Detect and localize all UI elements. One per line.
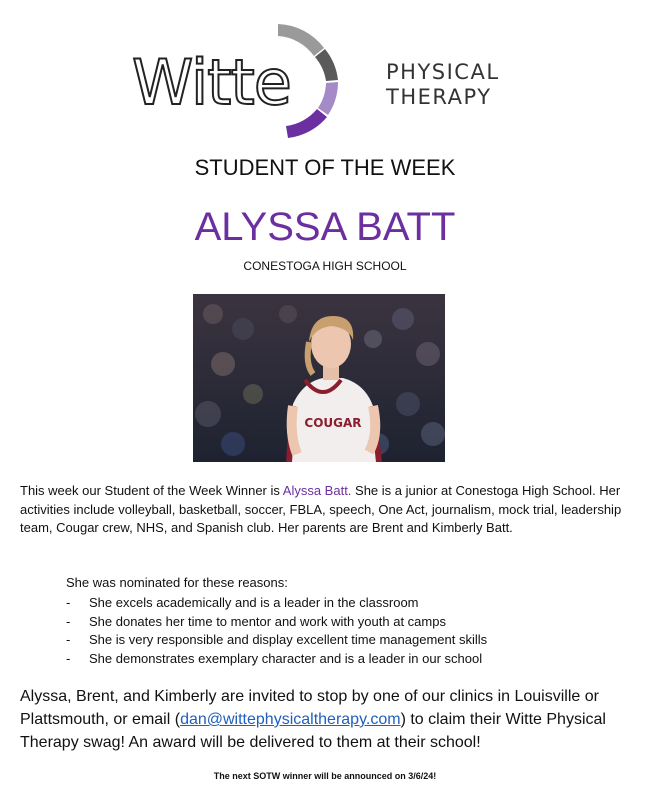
student-name: ALYSSA BATT xyxy=(194,205,456,249)
logo-arc-icon xyxy=(128,18,368,140)
intro-text-before: This week our Student of the Week Winner is xyxy=(20,483,283,498)
page-heading: STUDENT OF THE WEEK xyxy=(194,155,456,180)
basketball-player-photo-icon xyxy=(193,294,445,462)
reason-text: She donates her time to mentor and work with youth at camps xyxy=(89,613,446,629)
closing-text-before: Alyssa, Brent, and Kimberly are invited to stop by one of our clinics in Louisville or Plattsmouth, or email ( xyxy=(20,688,599,728)
intro-paragraph xyxy=(20,482,626,538)
logo-wordmark: Witte xyxy=(132,46,291,119)
intro-text-after: She is a junior at Conestoga High School. Her activities include volleyball, basketball, soccer, FBLA, speech, One Act, journalism, mock trial, leadership team, Cougar crew, NHS, and Spanish club. Her parents are Brent and Kimberly Batt. xyxy=(20,483,622,535)
bullet-dash: - xyxy=(66,595,71,610)
student-photo xyxy=(193,294,445,462)
logo-subtitle xyxy=(386,60,500,110)
closing-text-after: ) to claim their Witte Physical Therapy swag! An award will be delivered to them at their school! xyxy=(20,711,606,751)
list-item xyxy=(66,650,487,669)
list-item xyxy=(66,613,487,632)
reason-text: She excels academically and is a leader in the classroom xyxy=(89,595,419,610)
reason-text: She demonstrates exemplary character and is a leader in our school xyxy=(89,650,483,666)
bullet-dash: - xyxy=(66,613,71,629)
reason-text: She is very responsible and display excellent time management skills xyxy=(89,632,488,647)
jersey-text: COUGAR xyxy=(304,416,362,430)
bullet-dash: - xyxy=(66,632,71,647)
closing-paragraph xyxy=(20,685,640,754)
list-item xyxy=(66,631,487,650)
email-link[interactable]: dan@wittephysicaltherapy.com xyxy=(180,711,401,728)
logo-subtitle-line2: THERAPY xyxy=(386,85,492,109)
list-item xyxy=(66,594,487,613)
footer-note: The next SOTW winner will be announced on 3/6/24! xyxy=(213,771,437,781)
reasons-heading: She was nominated for these reasons: xyxy=(66,575,288,590)
intro-student-name: Alyssa Batt. xyxy=(282,483,352,498)
witte-logo xyxy=(128,18,518,140)
reasons-list xyxy=(66,594,487,668)
logo-subtitle-line1: PHYSICAL xyxy=(386,60,500,84)
student-school: CONESTOGA HIGH SCHOOL xyxy=(243,259,407,273)
bullet-dash: - xyxy=(66,650,71,666)
